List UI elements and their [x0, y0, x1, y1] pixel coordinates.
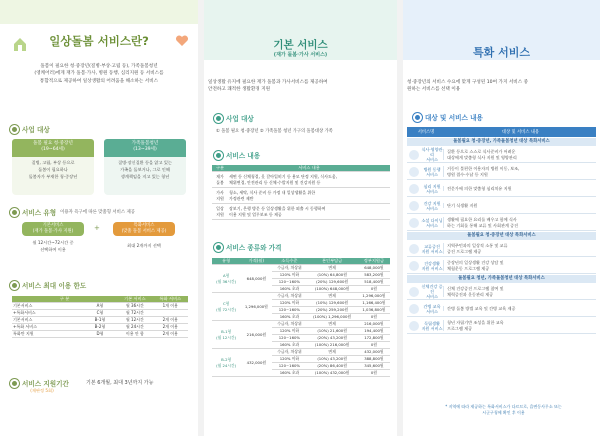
self-payment: (100%) 432,000원 [306, 370, 357, 377]
income-level: 120~160% [272, 363, 306, 370]
service-row [407, 241, 596, 257]
section-bullet-icon [10, 281, 19, 290]
table-row [212, 265, 390, 272]
type-box-basic-desc: 월 12시간~72시간 중 선택하여 이용 [32, 240, 74, 252]
gov-support: 432,000원 [358, 349, 390, 356]
price-type: C형 (월 72시간) [212, 293, 240, 321]
service-name: 건강생활 지원 서비스 [421, 260, 443, 271]
section-content: 서비스 내용 [214, 150, 260, 160]
section-price: 서비스 종류와 가격 [214, 242, 282, 252]
service-icon [409, 304, 419, 314]
section-type: 서비스 유형 이용자 욕구에 따른 맞춤형 서비스 제공 [10, 207, 135, 217]
table-header: 유형 가격(월) 소득수준 본인부담금 정부지원금 [212, 258, 390, 265]
section-bullet-icon [214, 114, 223, 123]
income-level: 120~160% [272, 307, 306, 314]
target-box-2-title: 가족돌봄청년 (13~39세) [104, 139, 186, 157]
price-amount: 648,000원 [240, 265, 272, 293]
intro-text: 돌봄이 필요한 청·중장년(질병·부상·고립 등), 가족돌봄청년 (영케어러)에게 재가 돌봄·가사, 병원 동행, 심리지원 등 서비스를 통합적으로 제공하여 일상생활의 어려움을 해소하는 서비스 [34, 64, 164, 84]
content-table [212, 165, 390, 220]
price-amount: 432,000원 [240, 349, 272, 377]
service-icon [409, 167, 419, 177]
service-name: 심리 지원 서비스 [423, 183, 441, 194]
self-payment: (20%) 43,200원 [306, 335, 357, 342]
service-icon [409, 261, 419, 271]
service-desc: 신체 건강증진 프로그램 참여 및 체력증진과 운동관리 제공 [443, 286, 596, 297]
table-row: +특화 서비스 B-2형 월 24시간 2개 이용 [12, 324, 188, 331]
period-text: 기본 6개월, 최대 3년까지 가능 [86, 380, 154, 386]
service-row [407, 198, 596, 214]
gov-support: 583,200원 [358, 272, 390, 279]
panel-special-service [403, 0, 600, 436]
service-row [407, 181, 596, 197]
service-row [407, 284, 596, 300]
section-bullet-icon [10, 208, 19, 217]
table-row [212, 321, 390, 328]
self-payment: 면제 [306, 265, 357, 272]
gov-support: 388,800원 [358, 356, 390, 363]
section-bullet-icon [413, 113, 422, 122]
intro-text: 일상생활 유지에 필요한 재가 돌봄과 가사서비스를 제공하여 안전하고 쾌적한 생활환경 지원 [208, 80, 328, 93]
service-name: 건강 지원 서비스 [423, 200, 441, 211]
service-desc: 전문가에 의한 맞춤형 심리치유 지원 [443, 186, 596, 192]
income-level: 160% 초과 [272, 370, 306, 377]
gov-support: 518,400원 [358, 279, 390, 286]
price-amount: 216,000원 [240, 321, 272, 349]
target-text: ① 돌봄 필요 청·중장년 ② 가족돌봄 청년 가구의 돌봄대상 가족 [216, 129, 333, 134]
income-level: 120~160% [272, 279, 306, 286]
section-target: 사업 대상 [214, 113, 254, 123]
income-level: 수급자, 차상위 [272, 265, 306, 272]
gov-support: 648,000원 [358, 265, 390, 272]
table-row: 기본서비스 B-1형 월 12시간 2개 이용 [12, 317, 188, 324]
service-icon [409, 287, 419, 297]
service-icon [409, 321, 419, 331]
income-level: 120~160% [272, 335, 306, 342]
page-title: 일상돌봄 서비스란? [49, 34, 149, 48]
service-desc: 중장년의 일상생활 건강 상담 및 체험운동 프로그램 제공 [443, 260, 596, 271]
service-name: 병원 동행 서비스 [423, 166, 441, 177]
service-desc: 질환 등으로 스스로 식사준비가 어려운 대상에게 맞춤형 식사 지원 및 영양관리 [443, 149, 596, 160]
self-payment: (10%) 43,200원 [306, 356, 357, 363]
income-level: 120% 이하 [272, 356, 306, 363]
service-name: 독립생활 지원 서비스 [421, 320, 443, 331]
self-payment: 면제 [306, 293, 357, 300]
price-type: A형 (월 36시간) [212, 265, 240, 293]
income-level: 160% 초과 [272, 342, 306, 349]
gov-support: 194,400원 [358, 328, 390, 335]
self-payment: (20%) 86,400원 [306, 363, 357, 370]
type-box-special-desc: 최대 2개까지 선택 [127, 243, 161, 248]
self-payment: (10%) 129,600원 [306, 300, 357, 307]
period-sub: (재판정 5회) [30, 388, 54, 393]
limit-table [12, 296, 188, 338]
group-header: 돌봄필요 청·중장년 대상 특화서비스 [407, 232, 596, 240]
panel-basic-service [204, 0, 397, 436]
target-box-1-desc: 질병, 고립, 부상 등으로 돌봄이 필요하나 돌봄자가 부재한 청·중장년 [28, 160, 78, 179]
table-row: 특화만 지원 D형 이용 안 함 2개 이용 [12, 331, 188, 338]
income-level: 수급자, 차상위 [272, 293, 306, 300]
gov-support: 345,600원 [358, 363, 390, 370]
service-name: 간병 교육 서비스 [423, 303, 441, 314]
service-desc: 간병 돌봄 방법 교육 및 간병 교육 제공 [443, 306, 596, 312]
self-payment: 면제 [306, 321, 357, 328]
service-row [407, 318, 596, 334]
service-name: 식사·영양관리 서비스 [421, 147, 443, 162]
hero [403, 0, 600, 60]
service-name: 교류증진 지원 서비스 [421, 243, 443, 254]
service-icon [409, 201, 419, 211]
section-target-content: 대상 및 서비스 내용 [413, 112, 483, 122]
gov-support: 216,000원 [358, 321, 390, 328]
target-box-1-title: 돌봄 필요 청·중장년 (19~64세) [12, 139, 94, 157]
service-row [407, 164, 596, 180]
gov-support: 1,036,800원 [358, 307, 390, 314]
intro-text: 청·중장년의 서비스 수요에 맞게 구성된 10여 가지 서비스 중 원하는 서비스를 선택 이용 [407, 80, 529, 93]
table-header: 서비스명 대상 및 서비스 내용 [407, 127, 596, 137]
gov-support: 0원 [358, 314, 390, 321]
income-level: 120% 이하 [272, 300, 306, 307]
self-payment: (100%) 216,000원 [306, 342, 357, 349]
self-payment: (100%) 648,000원 [306, 286, 357, 293]
service-desc: 생활에 필요한 요리를 배우고 함께 식사 하는 기회를 통해 교류 및 사회관계 증진 [443, 217, 596, 228]
table-row: +특화서비스 C형 월 72시간 [12, 310, 188, 317]
gov-support: 1,296,000원 [358, 293, 390, 300]
price-table [212, 258, 390, 377]
gov-support: 172,800원 [358, 335, 390, 342]
group-header: 돌봄필요 청년, 가족돌봄청년 대상 특화서비스 [407, 275, 596, 283]
type-box-special: 특화서비스 (맞춤 돌봄 서비스 제공) [113, 222, 175, 236]
service-name: 소셜 다이닝 서비스 [421, 217, 443, 228]
table-row: 기본서비스 A형 월 36시간 1개 이용 [12, 303, 188, 310]
self-payment: (10%) 21,600원 [306, 328, 357, 335]
price-amount: 1,296,000원 [240, 293, 272, 321]
section-period: 서비스 지원기간 [10, 378, 69, 388]
gov-support: 0원 [358, 342, 390, 349]
footnote: * 지역에 따라 제공하는 특화서비스가 다르므로, 읍면동사무소 또는 시군구청에 확인 후 이용 [445, 404, 562, 416]
service-icon [409, 150, 419, 160]
service-desc: 청년 자립기반 조성을 위한 교육 프로그램 제공 [443, 320, 596, 331]
service-icon [409, 244, 419, 254]
table-header: 구분 서비스 내용 [212, 165, 390, 172]
service-icon [409, 184, 419, 194]
section-target: 사업 대상 [10, 124, 50, 134]
service-row [407, 215, 596, 231]
hero-band [0, 0, 198, 24]
plus-icon: + [94, 224, 100, 232]
self-payment: (20%) 129,600원 [306, 279, 357, 286]
table-row: 가사 지원 청소, 세탁, 식사 준비 등 가정 내 일상생활을 위한 가정관련 제반 [212, 188, 390, 204]
self-payment: (20%) 259,200원 [306, 307, 357, 314]
income-level: 160% 초과 [272, 314, 306, 321]
section-bullet-icon [214, 243, 223, 252]
price-type: B-2형 (월 24시간) [212, 349, 240, 377]
table-row [212, 293, 390, 300]
gov-support: 0원 [358, 286, 390, 293]
table-header: 구 분 기본 서비스 특화 서비스 [12, 296, 188, 303]
target-box-2-desc: 질병·장신질환 등을 앓고 있는 가족을 돌보거나, 그로 인해 생계책임을 지고 있는 청년 [118, 160, 172, 179]
section-limit: 서비스 최대 이용 한도 [10, 280, 86, 290]
section-bullet-icon [10, 125, 19, 134]
self-payment: (100%) 1,296,000원 [306, 314, 357, 321]
type-box-basic: 기본서비스 (재가 돌봄·가사 지원) [22, 222, 84, 236]
price-type: B-1형 (월 12시간) [212, 321, 240, 349]
self-payment: 면제 [306, 349, 357, 356]
section-bullet-icon [214, 151, 223, 160]
service-row [407, 258, 596, 274]
page-title: 기본 서비스 [273, 39, 328, 51]
self-payment: (10%) 64,800원 [306, 272, 357, 279]
service-desc: 지역주민과의 일상적 소통 및 교류 증진 프로그램 제공 [443, 243, 596, 254]
table-row [212, 349, 390, 356]
hero [204, 0, 397, 60]
service-desc: 거동이 불편한 이용자의 병원 이동, 보조, 병원 접수·수납 등 지원 [443, 166, 596, 177]
table-row: 일상 지원 장보기, 은행 방문 등 일상생활을 위한 외출 시 동행하여 이용 지원 및 업무보조 등 제공 [212, 204, 390, 220]
income-level: 120% 이하 [272, 272, 306, 279]
section-bullet-icon [10, 379, 19, 388]
service-desc: 단기 식생활 지원 [443, 203, 596, 209]
income-level: 120% 이하 [272, 328, 306, 335]
page-subtitle: (재가 돌봄·가사 서비스) [273, 52, 328, 58]
hero [0, 0, 198, 60]
service-row [407, 147, 596, 163]
income-level: 160% 초과 [272, 286, 306, 293]
gov-support: 0원 [358, 370, 390, 377]
service-name: 신체건강 증진 서비스 [421, 284, 443, 299]
income-level: 수급자, 차상위 [272, 321, 306, 328]
gov-support: 1,166,400원 [358, 300, 390, 307]
service-row [407, 301, 596, 317]
group-header: 돌봄필요 청·중장년, 가족돌봄청년 대상 특화서비스 [407, 138, 596, 146]
page-title: 특화 서비스 [473, 46, 530, 59]
income-level: 수급자, 차상위 [272, 349, 306, 356]
service-icon [409, 218, 419, 228]
panel-daily-care [0, 0, 198, 436]
table-row: 재가 돌봄 세면 등 신체청결, 옷 갈아입히기 등 용모 단정 지원, 식사도움, 체위변경, 안전관리 등 신체·수발지원 및 건강지원 등 [212, 172, 390, 188]
